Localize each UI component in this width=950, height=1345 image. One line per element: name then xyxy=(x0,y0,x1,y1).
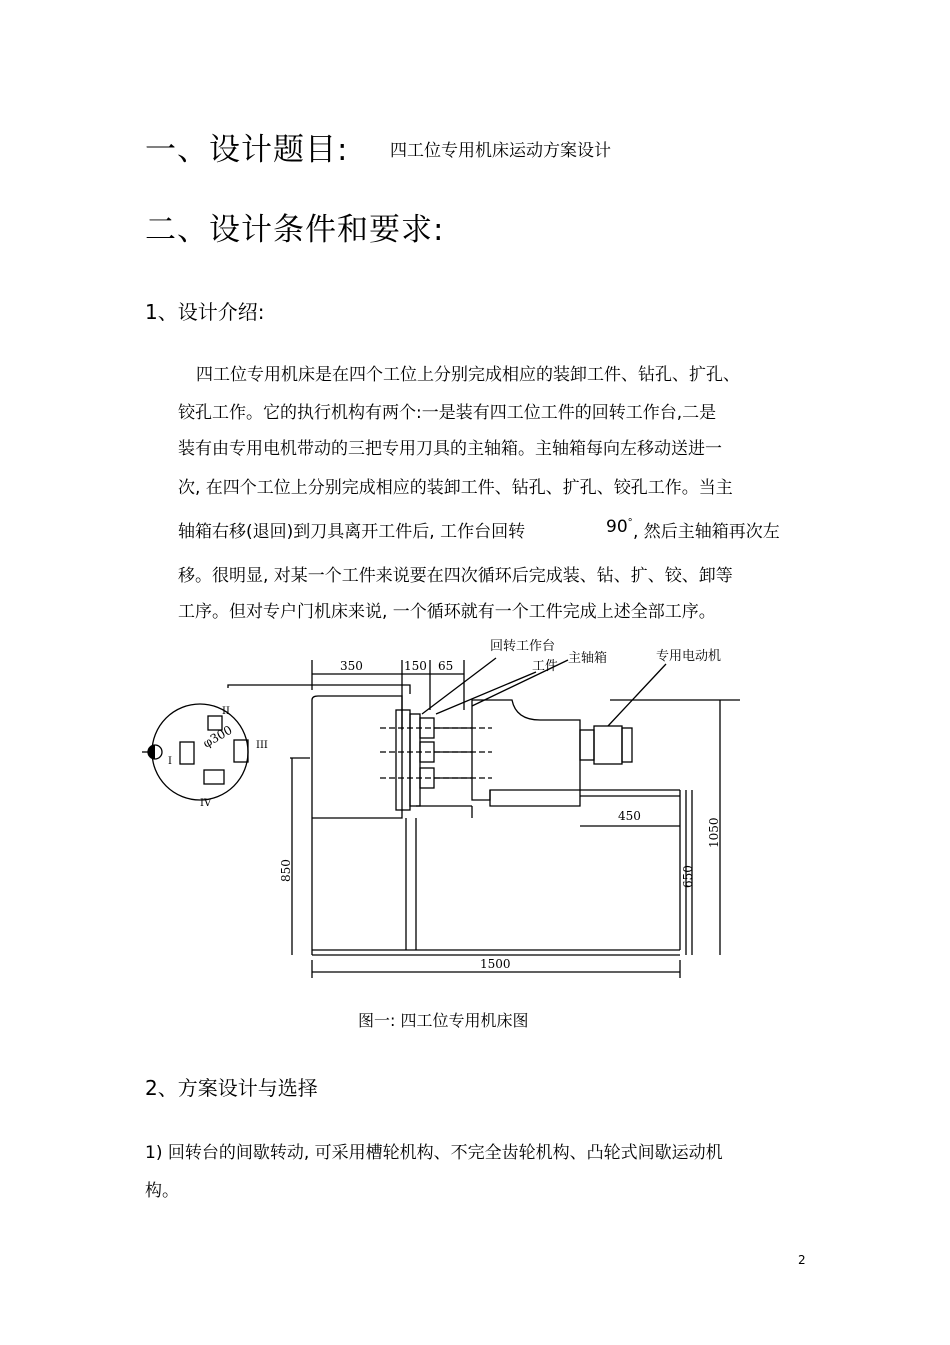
label-spindle-box: 主轴箱 xyxy=(568,651,608,666)
dim-diameter: φ300 xyxy=(200,722,235,751)
section1-title: 1、设计介绍: xyxy=(145,300,265,324)
dim-1500: 1500 xyxy=(480,957,511,971)
section2-item1-line1: 1) 回转台的间歇转动, 可采用槽轮机构、不完全齿轮机构、凸轮式间歇运动机 xyxy=(145,1143,723,1163)
station-2-label: II xyxy=(222,706,230,717)
station-3-label: III xyxy=(256,740,268,751)
paragraph-line-tail: , 然后主轴箱再次左 xyxy=(633,522,780,542)
design-title-subject: 四工位专用机床运动方案设计 xyxy=(390,141,611,161)
paragraph-line: 工序。但对专户门机床来说, 一个循环就有一个工件完成上述全部工序。 xyxy=(178,602,716,622)
section2-title: 2、方案设计与选择 xyxy=(145,1076,318,1100)
station-4-label: IV xyxy=(200,798,212,809)
label-workpiece: 工件 xyxy=(532,659,559,674)
label-rotary-table: 回转工作台 xyxy=(490,639,556,654)
dim-150: 150 xyxy=(404,659,427,673)
dim-450: 450 xyxy=(618,809,641,823)
dim-350: 350 xyxy=(340,659,363,673)
angle-value: 90° xyxy=(606,517,633,537)
paragraph-line: 移。很明显, 对某一个工件来说要在四次循环后完成装、钻、扩、铰、卸等 xyxy=(178,566,733,586)
dim-850: 850 xyxy=(279,859,293,882)
paragraph-line: 轴箱右移(退回)到刀具离开工件后, 工作台回转 xyxy=(178,522,526,542)
paragraph-line: 四工位专用机床是在四个工位上分别完成相应的装卸工件、钻孔、扩孔、 xyxy=(196,365,740,385)
design-title-heading: 一、设计题目: xyxy=(145,132,349,168)
dim-650: 650 xyxy=(681,865,695,888)
dim-65: 65 xyxy=(438,659,454,673)
section2-item1-line2: 构。 xyxy=(145,1181,179,1201)
figure-caption: 图一: 四工位专用机床图 xyxy=(358,1011,529,1030)
paragraph-line: 装有由专用电机带动的三把专用刀具的主轴箱。主轴箱每向左移动送进一 xyxy=(178,439,722,459)
dim-1050: 1050 xyxy=(707,817,721,848)
machine-tool-figure xyxy=(140,630,760,990)
paragraph-line: 次, 在四个工位上分别完成相应的装卸工件、钻孔、扩孔、铰孔工作。当主 xyxy=(178,478,733,498)
page-number: 2 xyxy=(798,1253,806,1267)
paragraph-line: 铰孔工作。它的执行机构有两个:一是装有四工位工件的回转工作台,二是 xyxy=(178,403,717,423)
station-1-label: I xyxy=(168,756,172,767)
label-motor: 专用电动机 xyxy=(656,649,722,664)
design-conditions-heading: 二、设计条件和要求: xyxy=(145,212,445,248)
